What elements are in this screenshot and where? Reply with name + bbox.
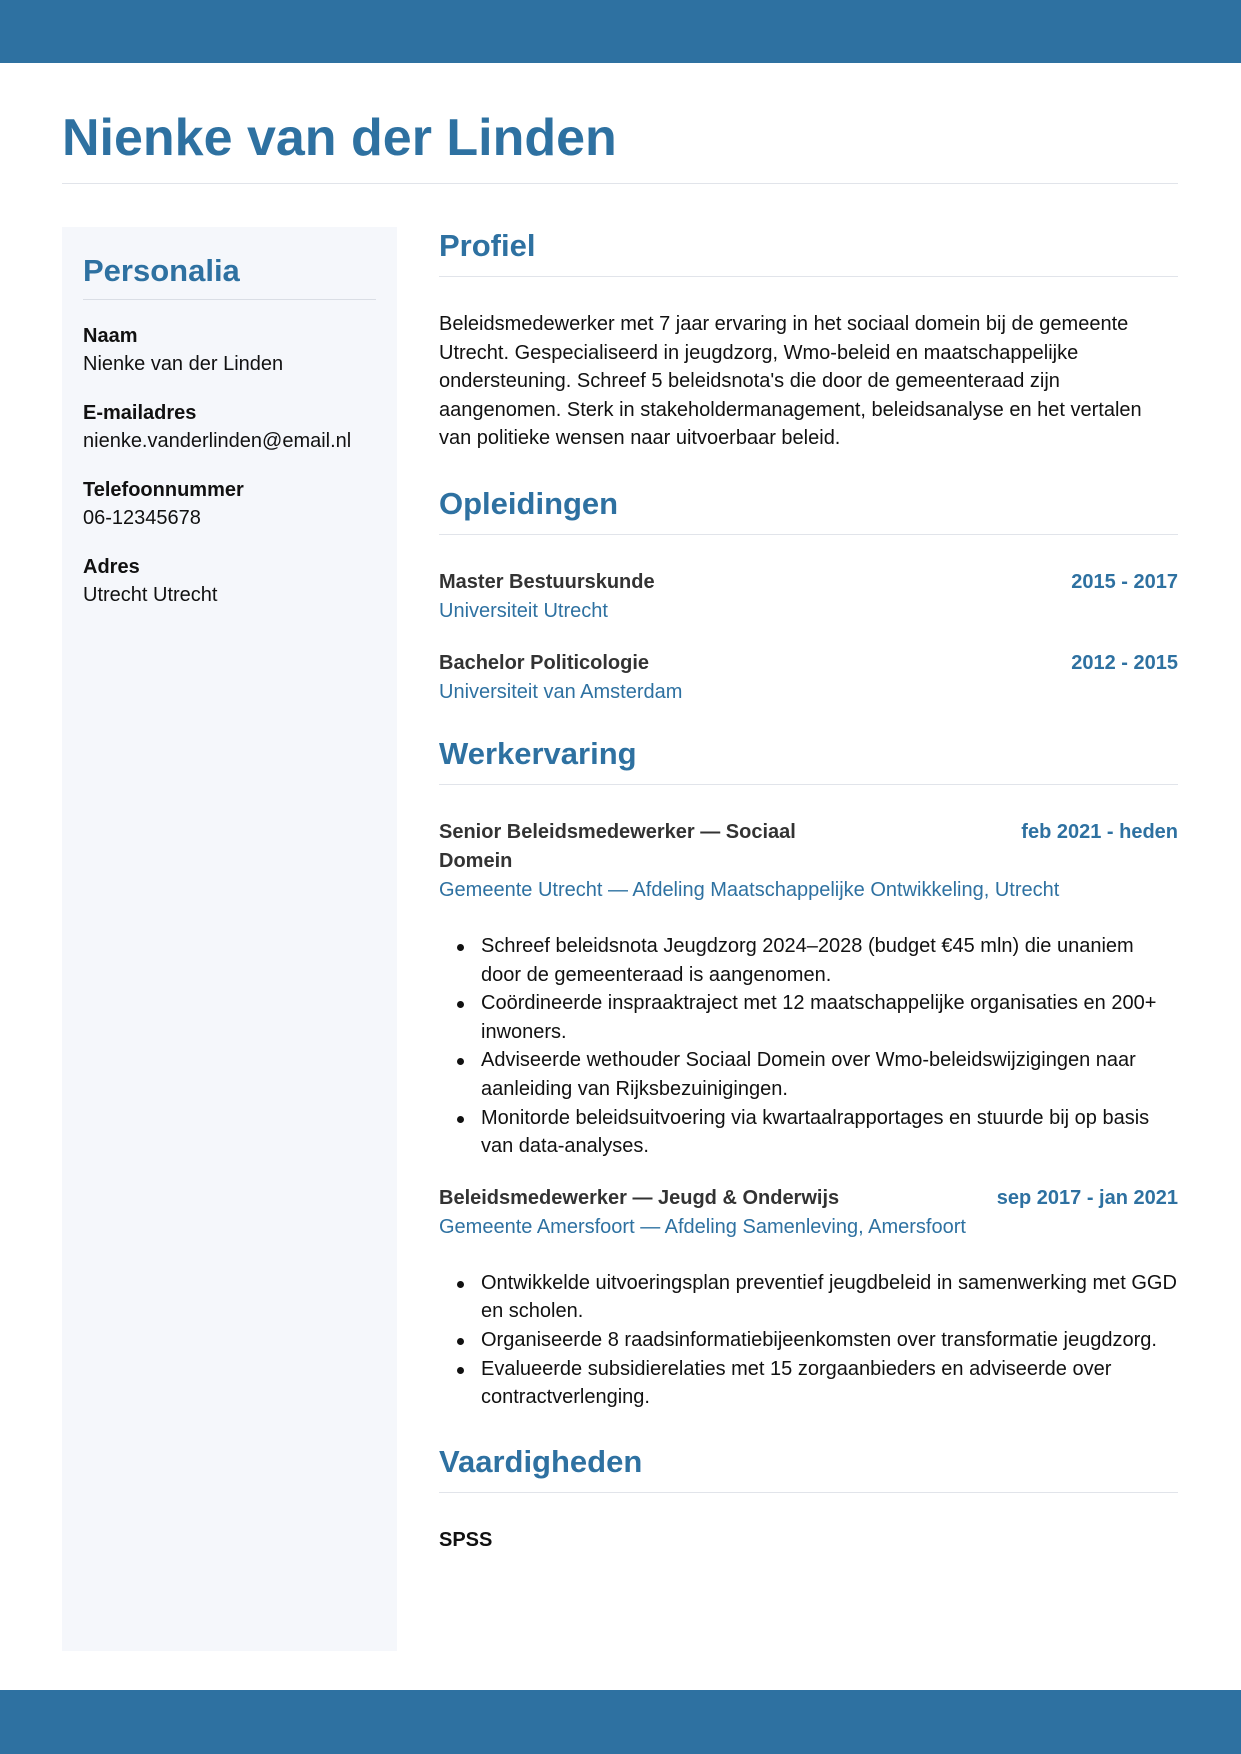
field-address <box>83 553 376 609</box>
job-entry <box>439 1184 1178 1412</box>
title-divider <box>62 183 1178 184</box>
field-name <box>83 322 376 378</box>
sidebar-title: Personalia <box>83 253 240 288</box>
degree-title: Master Bestuurskunde <box>439 570 655 593</box>
footer-bar <box>0 1690 1241 1754</box>
field-email <box>83 399 376 455</box>
section-divider <box>439 1492 1178 1493</box>
job-role: Beleidsmedewerker — Jeugd & Onderwijs <box>439 1186 840 1209</box>
degree-years: 2012 - 2015 <box>1071 651 1178 674</box>
job-period: feb 2021 - heden <box>1021 820 1178 843</box>
job-organization: Gemeente Amersfoort — Afdeling Samenleving, Amersfoort <box>439 1215 966 1238</box>
profile-section <box>439 226 1178 453</box>
school-name: Universiteit Utrecht <box>439 599 608 622</box>
job-achievements <box>439 1269 1178 1412</box>
personal-info-sidebar <box>62 227 397 1651</box>
field-label: Adres <box>83 556 140 578</box>
education-section <box>439 484 1178 707</box>
section-title: Profiel <box>439 228 536 263</box>
section-title: Vaardigheden <box>439 1443 643 1479</box>
sidebar-divider <box>83 299 376 300</box>
field-value: 06-12345678 <box>83 507 201 529</box>
section-divider <box>439 276 1178 277</box>
job-organization: Gemeente Utrecht — Afdeling Maatschappelijke Ontwikkeling, Utrecht <box>439 878 1060 901</box>
education-entry <box>439 649 1178 707</box>
section-title: Werkervaring <box>439 735 637 771</box>
experience-section <box>439 734 1178 1412</box>
education-entry <box>439 568 1178 626</box>
field-label: Naam <box>83 325 138 347</box>
main-content <box>439 226 1178 1554</box>
field-value: Nienke van der Linden <box>83 353 284 375</box>
degree-years: 2015 - 2017 <box>1071 570 1178 593</box>
list-item: Schreef beleidsnota Jeugdzorg 2024–2028 (budget €45 mln) die unaniem door de gemeenteraad is aangenomen. <box>439 932 1178 989</box>
list-item: Organiseerde 8 raadsinformatiebijeenkomsten over transformatie jeugdzorg. <box>439 1326 1178 1355</box>
page-title: Nienke van der Linden <box>62 109 617 167</box>
field-phone <box>83 476 376 532</box>
section-divider <box>439 784 1178 785</box>
job-role: Senior Beleidsmedewerker — Sociaal Domein <box>439 820 796 872</box>
field-label: E-mailadres <box>83 402 197 424</box>
header-bar <box>0 0 1241 63</box>
list-item: Coördineerde inspraaktraject met 12 maatschappelijke organisaties en 200+ inwoners. <box>439 989 1178 1046</box>
job-entry <box>439 818 1178 1161</box>
profile-text: Beleidsmedewerker met 7 jaar ervaring in het sociaal domein bij de gemeente Utrecht. Gespecialiseerd in jeugdzorg, Wmo-beleid en maatschappelijke ondersteuning. Schreef 5 beleidsnota's die door de gemeenteraad zijn aangenomen. Sterk in stakeholdermanagement, beleidsanalyse en het vertalen van politieke wensen naar uitvoerbaar beleid. <box>439 313 1142 450</box>
field-value: Utrecht Utrecht <box>83 584 218 606</box>
section-title: Opleidingen <box>439 485 619 521</box>
degree-title: Bachelor Politicologie <box>439 651 650 674</box>
section-divider <box>439 534 1178 535</box>
skills-section <box>439 1442 1178 1554</box>
field-label: Telefoonnummer <box>83 479 244 501</box>
list-item: Evalueerde subsidierelaties met 15 zorgaanbieders en adviseerde over contractverlenging. <box>439 1355 1178 1412</box>
list-item: Monitorde beleidsuitvoering via kwartaalrapportages en stuurde bij op basis van data-analyses. <box>439 1104 1178 1161</box>
list-item: Ontwikkelde uitvoeringsplan preventief jeugdbeleid in samenwerking met GGD en scholen. <box>439 1269 1178 1326</box>
school-name: Universiteit van Amsterdam <box>439 680 683 703</box>
skill-item: SPSS <box>439 1528 493 1551</box>
field-value: nienke.vanderlinden@email.nl <box>83 430 352 452</box>
job-achievements <box>439 932 1178 1161</box>
job-period: sep 2017 - jan 2021 <box>996 1186 1178 1209</box>
list-item: Adviseerde wethouder Sociaal Domein over Wmo-beleidswijzigingen naar aanleiding van Rijksbezuinigingen. <box>439 1046 1178 1103</box>
